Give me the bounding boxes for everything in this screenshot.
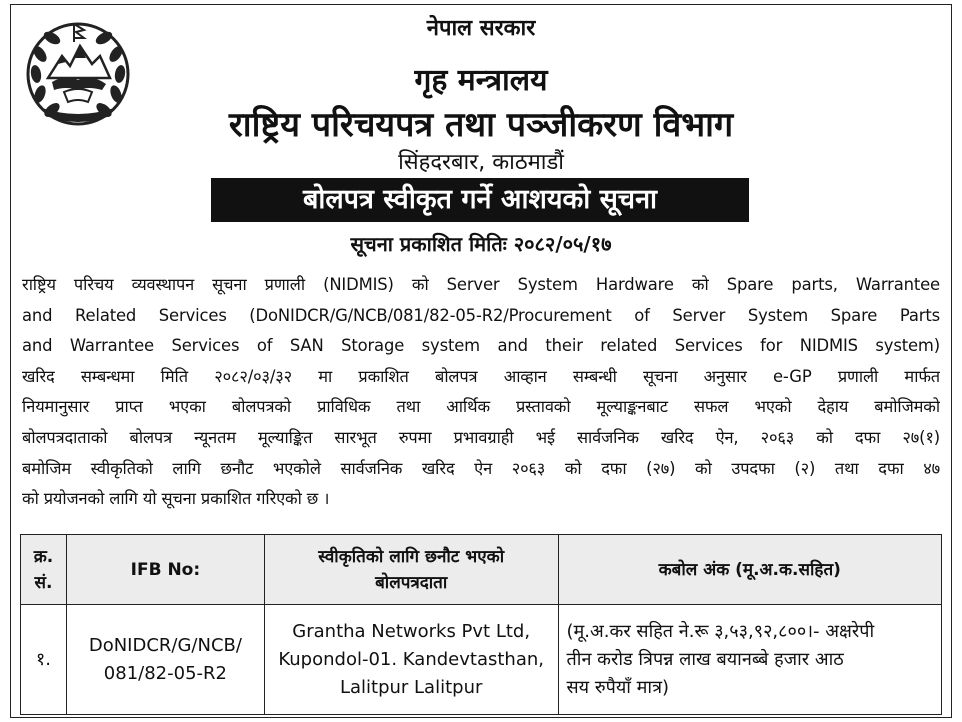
table-row (21, 605, 942, 715)
body-line: बमोजिम स्वीकृतिको लागि छनौट भएकोले सार्वजनिक खरिद ऐन २०६३ को दफा (२७) को उपदफा (२) तथा दफा ४७ (22, 458, 940, 478)
table-header-row (21, 535, 942, 605)
cell-serial-number: १. (21, 605, 67, 715)
body-line: खरिद सम्बन्धमा मिति २०८२/०३/३२ मा प्रकाशित बोलपत्र आव्हान सम्बन्धी सूचना अनुसार e-GP प्रणाली मार्फत (22, 366, 940, 386)
body-line: and Warrantee Services of SAN Storage system and their related Services for NIDMIS system) (22, 336, 940, 356)
body-line: and Related Services (DoNIDCR/G/NCB/081/82-05-R2/Procurement of Server System Spare Parts (22, 305, 940, 325)
header-bid-amount: कबोल अंक (मू.अ.क.सहित) (558, 535, 941, 605)
department-address: सिंहदरबार, काठमाडौं (398, 150, 564, 175)
cell-ifb-no: DoNIDCR/G/NCB/ 081/82-05-R2 (66, 605, 264, 715)
cell-bidder: Grantha Networks Pvt Ltd, Kupondol-01. Kandevtasthan, Lalitpur Lalitpur (264, 605, 558, 715)
selected-bidder-table (20, 534, 942, 715)
header-ifb-no: IFB No: (66, 535, 264, 605)
body-line: नियमानुसार प्राप्त भएका बोलपत्रको प्राविधिक तथा आर्थिक प्रस्तावको मूल्याङ्कनबाट सफल भएको देहाय बमोजिमको (22, 397, 940, 417)
notice-body (22, 270, 940, 515)
body-line: बोलपत्रदाताको बोलपत्र न्यूनतम मूल्याङ्कित सारभूत रुपमा प्रभावग्राही भई सार्वजनिक खरिद ऐन, २०६३ को दफा २७(१) (22, 427, 940, 447)
header-bidder: स्वीकृतिको लागि छनौट भएको बोलपत्रदाता (264, 535, 558, 605)
government-name: नेपाल सरकार (426, 16, 536, 41)
department-name: राष्ट्रिय परिचयपत्र तथा पञ्जीकरण विभाग (228, 105, 734, 145)
cell-bid-amount: (मू.अ.कर सहित ने.रू ३,५३,९२,८००।- अक्षरेपी तीन करोड त्रिपन्न लाख बयानब्बे हजार आठ सय रुपैयाँ मात्र) (558, 605, 941, 715)
body-line: को प्रयोजनको लागि यो सूचना प्रकाशित गरिएको छ । (22, 489, 330, 509)
notice-title: बोलपत्र स्वीकृत गर्ने आशयको सूचना (302, 184, 658, 215)
ministry-name: गृह मन्त्रालय (414, 63, 548, 98)
header-serial-number: क्र. सं. (21, 535, 67, 605)
body-line: राष्ट्रिय परिचय व्यवस्थापन सूचना प्रणाली (NIDMIS) को Server System Hardware को Spare parts, Warrantee (22, 275, 940, 294)
published-date: सूचना प्रकाशित मितिः २०८२/०५/१७ (350, 232, 612, 256)
